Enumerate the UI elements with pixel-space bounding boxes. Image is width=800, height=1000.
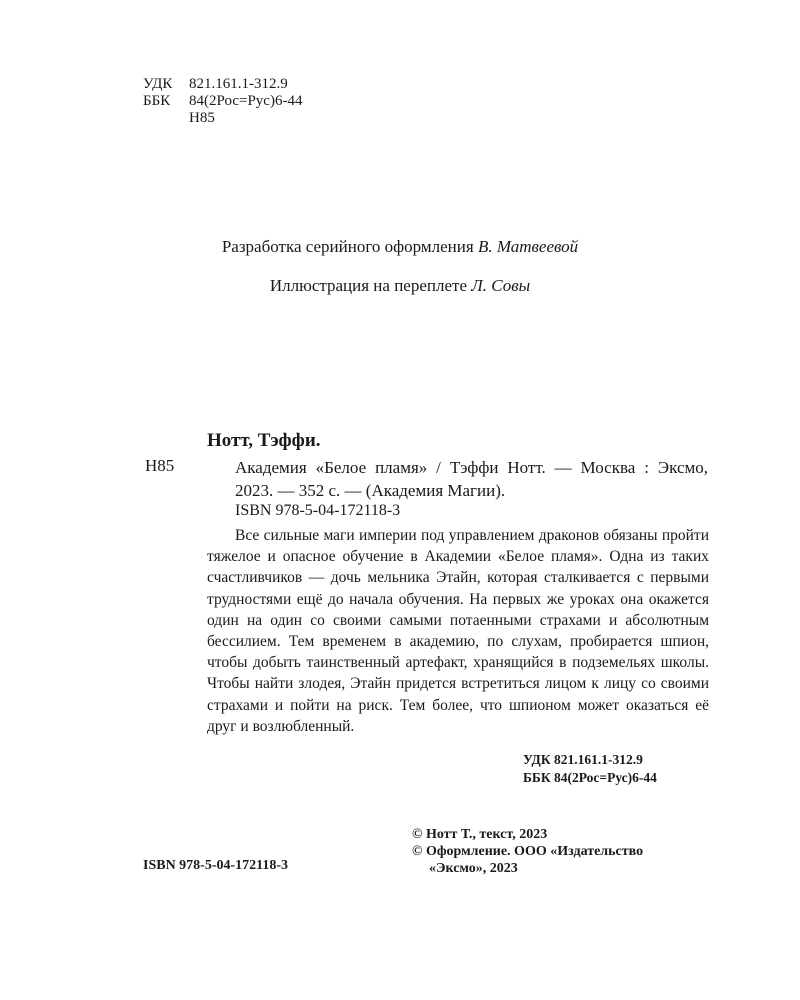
illustration-credit (0, 276, 800, 296)
bbk-row (143, 93, 302, 110)
design-credit-text: Разработка серийного оформления (221, 237, 474, 256)
annotation-udk: УДК 821.161.1-312.9 (523, 752, 643, 767)
illustration-credit-text: Иллюстрация на переплете (269, 276, 467, 295)
annotation-text: Все сильные маги империи под управлением драконов обязаны пройти тяжелое и опасное обучение в Академии «Белое пламя». Одна из таких счастливчиков — дочь мельника Этайн, которая сталкивается с первыми трудностями ещё до начала обучения. На первых же уроках она окажется один на один со своими самыми потаенными страхами и абсолютным бессилием. Тем временем в академию, по слухам, пробирается шпион, чтобы добыть таинственный артефакт, хранящийся в подземельях школы. Чтобы найти злодея, Этайн придется встретиться лицом к лицу со своими страхами и пойти на риск. Тем более, что шпионом может оказаться её друг и возлюбленный. (207, 527, 709, 735)
udk-label: УДК (143, 76, 173, 92)
copyright-text: © Нотт Т., текст, 2023 (412, 827, 548, 842)
catalog-description: Академия «Белое пламя» / Тэффи Нотт. — Москва : Эксмо, 2023. — 352 с. — (Академия Магии). (235, 458, 708, 500)
design-credit (0, 237, 800, 257)
design-credit-name: В. Матвеевой (477, 237, 579, 256)
bbk-value: 84(2Рос=Рус)6-44 (189, 93, 303, 109)
annotation-codes (523, 751, 657, 787)
bbk-label: ББК (143, 93, 171, 109)
catalog-author-sign: Н85 (145, 456, 175, 475)
copyright-block (412, 826, 643, 877)
copyright-design: © Оформление. ООО «Издательство (412, 844, 644, 859)
udk-row (143, 76, 302, 93)
annotation-bbk: ББК 84(2Рос=Рус)6-44 (523, 770, 657, 785)
catalog-isbn: ISBN 978-5-04-172118-3 (235, 502, 401, 519)
author-sign-top: Н85 (189, 110, 215, 126)
udk-value: 821.161.1-312.9 (189, 76, 288, 92)
catalog-author-heading: Нотт, Тэффи. (207, 430, 321, 451)
footer-isbn: ISBN 978-5-04-172118-3 (143, 858, 289, 873)
classification-block (143, 76, 302, 127)
copyright-design-cont: «Эксмо», 2023 (429, 861, 518, 876)
illustration-credit-name: Л. Совы (471, 276, 531, 295)
